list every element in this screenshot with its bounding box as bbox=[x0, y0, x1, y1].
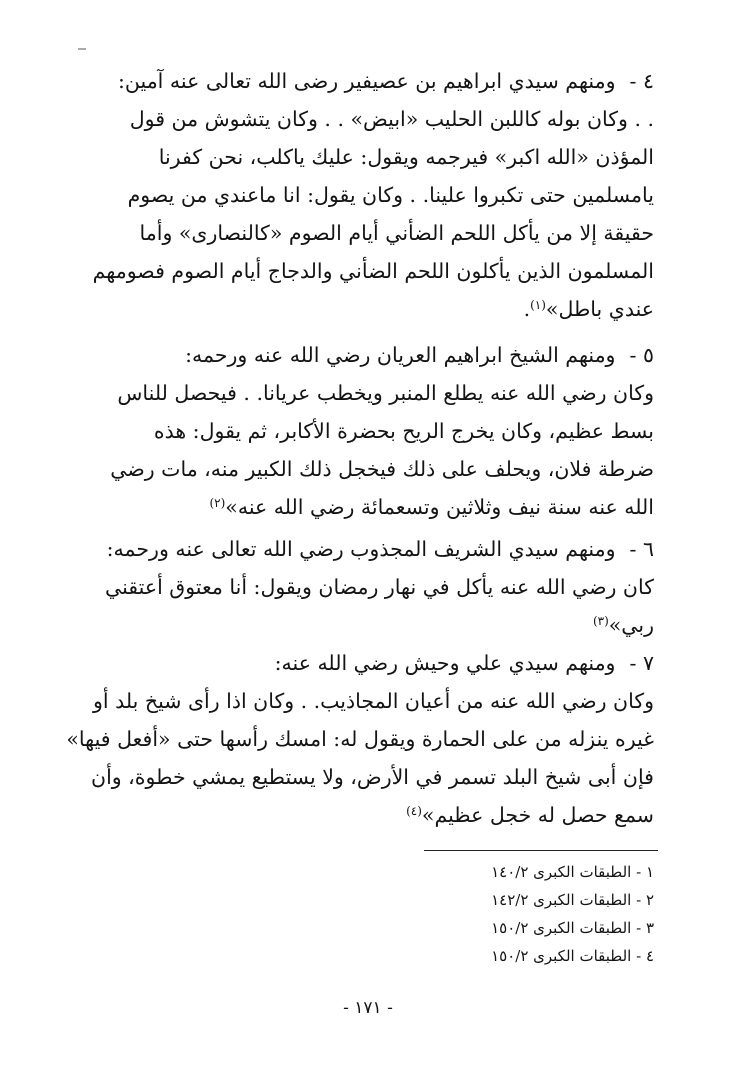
footnote-4: ٤ - الطبقات الكبرى ١٥٠/٢ bbox=[491, 947, 654, 965]
entry-number: ٤ - bbox=[629, 69, 654, 93]
entry-line bbox=[54, 796, 654, 834]
entry-number: ٧ - bbox=[629, 651, 654, 675]
entry-line bbox=[54, 336, 654, 374]
entry-line bbox=[54, 606, 654, 644]
entry-7 bbox=[54, 644, 654, 834]
entry-line: فإن أبى شيخ البلد تسمر في الأرض، ولا يستطيع يمشي خطوة، وأن bbox=[91, 765, 654, 789]
entry-line bbox=[54, 62, 654, 100]
entry-line: حقيقة إلا من يأكل اللحم الضأني أيام الصوم «كالنصارى» وأما bbox=[139, 221, 654, 245]
footnote-ref[interactable]: (٣) bbox=[592, 614, 609, 628]
entry-line: . . وكان بوله كاللبن الحليب «ابيض» . . وكان يتشوش من قول bbox=[129, 107, 654, 131]
entry-text: ربي» bbox=[608, 613, 654, 637]
entry-line: وكان رضي الله عنه من أعيان المجاذيب. . وكان اذا رأى شيخ بلد أو bbox=[92, 689, 654, 713]
footnote-2: ٢ - الطبقات الكبرى ١٤٢/٢ bbox=[491, 891, 654, 909]
entry-tail: . bbox=[523, 297, 531, 321]
entry-text: ومنهم سيدي الشريف المجذوب رضي الله تعالى عنه ورحمه: bbox=[106, 537, 616, 561]
entry-line: ضرطة فلان، ويحلف على ذلك فيخجل ذلك الكبير منه، مات رضي bbox=[110, 457, 654, 481]
entry-text: ومنهم الشيخ ابراهيم العريان رضي الله عنه ورحمه: bbox=[185, 343, 616, 367]
entry-line: كان رضي الله عنه يأكل في نهار رمضان ويقول: أنا معتوق أعتقني bbox=[105, 575, 654, 599]
entry-5 bbox=[54, 336, 654, 526]
entry-line: يامسلمين حتى تكبروا علينا. . وكان يقول: انا ماعندي من يصوم bbox=[127, 183, 654, 207]
entry-line bbox=[54, 644, 654, 682]
entry-number: ٦ - bbox=[629, 537, 654, 561]
entry-text: سمع حصل له خجل عظيم» bbox=[421, 803, 654, 827]
entry-line: المؤذن «الله اكبر» فيرجمه ويقول: عليك ياكلب، نحن كفرنا bbox=[158, 145, 654, 169]
footnote-3: ٣ - الطبقات الكبرى ١٥٠/٢ bbox=[491, 919, 654, 937]
entry-line: وكان رضي الله عنه يطلع المنبر ويخطب عريانا. . فيحصل للناس bbox=[117, 381, 654, 405]
footnotes bbox=[354, 858, 654, 970]
entry-number: ٥ - bbox=[629, 343, 654, 367]
entry-text: الله عنه سنة نيف وثلاثين وتسعمائة رضي الله عنه» bbox=[225, 495, 654, 519]
entry-line bbox=[54, 530, 654, 568]
entry-6 bbox=[54, 530, 654, 644]
entry-text: ومنهم سيدي علي وحيش رضي الله عنه: bbox=[274, 651, 616, 675]
footnote-ref[interactable]: (٢) bbox=[209, 496, 226, 510]
entry-line: بسط عظيم، وكان يخرج الريح بحضرة الأكابر، ثم يقول: هذه bbox=[153, 419, 654, 443]
footnote-ref[interactable]: (١) bbox=[530, 298, 546, 312]
page-number: - ١٧١ - bbox=[343, 998, 393, 1018]
footnote-divider bbox=[424, 850, 658, 851]
entry-line: غيره ينزله من على الحمارة ويقول له: امسك رأسها حتى «أفعل فيها» bbox=[66, 727, 654, 751]
footnote-ref[interactable]: (٤) bbox=[406, 804, 422, 818]
scan-speck bbox=[78, 48, 86, 50]
entry-text: ومنهم سيدي ابراهيم بن عصيفير رضى الله تعالى عنه آمين: bbox=[118, 69, 616, 93]
entry-line bbox=[54, 290, 654, 328]
entry-line: المسلمون الذين يأكلون اللحم الضأني والدجاج أيام الصوم فصومهم bbox=[92, 259, 654, 283]
entry-line bbox=[54, 488, 654, 526]
entry-4 bbox=[54, 62, 654, 328]
footnote-1: ١ - الطبقات الكبرى ١٤٠/٢ bbox=[491, 863, 654, 881]
entry-text: عندي باطل» bbox=[545, 297, 654, 321]
